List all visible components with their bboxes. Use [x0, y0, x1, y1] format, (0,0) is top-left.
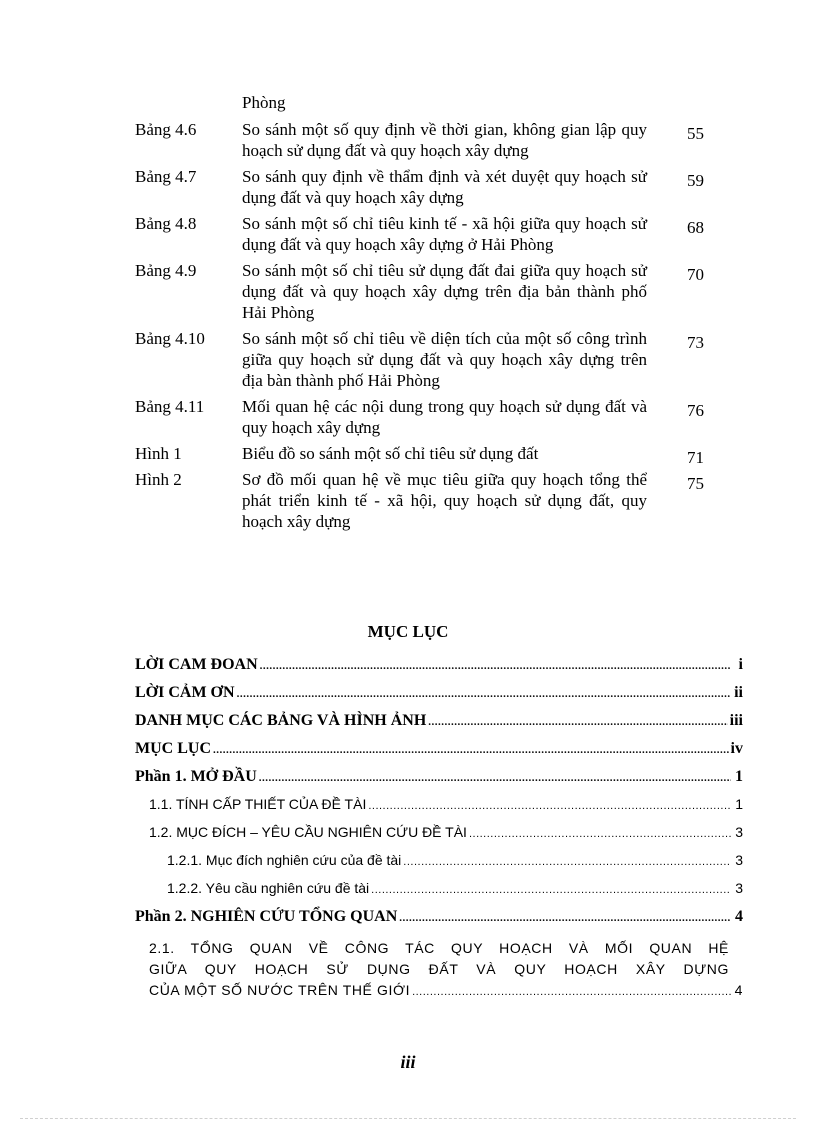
table-row: [135, 260, 735, 323]
table-page: 59: [687, 171, 704, 190]
toc-entry-page: iii: [729, 712, 743, 729]
toc-leader-dots: [403, 856, 731, 868]
table-desc: So sánh một số chỉ tiêu kinh tế - xã hội giữa quy hoạch sử dụng đất và quy hoạch xây dựng ở Hải Phòng: [242, 214, 647, 254]
toc-leader-dots: [237, 688, 731, 700]
table-row: [135, 213, 735, 255]
table-row: [135, 166, 735, 208]
toc-entry-text: 1.2.2. Yêu cầu nghiên cứu đề tài: [167, 880, 370, 896]
table-desc: So sánh một số chỉ tiêu sử dụng đất đai giữa quy hoạch sử dụng đất và quy hoạch xây dựng trên địa bản thành phố Hải Phòng: [242, 261, 647, 322]
toc-entry-page: 3: [735, 880, 743, 896]
toc-entry-page: 3: [735, 852, 743, 868]
toc-entry-line: 2.1. TỔNG QUAN VỀ CÔNG TÁC QUY HOẠCH VÀ MỐI QUAN HỆ: [149, 940, 729, 956]
toc-entry-page: 1: [735, 768, 743, 785]
figure-page: 71: [687, 448, 704, 467]
toc-entry-text: DANH MỤC CÁC BẢNG VÀ HÌNH ẢNH: [135, 712, 427, 729]
table-desc: Phòng: [242, 93, 286, 112]
toc-entry-text: Phần 1. MỞ ĐẦU: [135, 768, 257, 785]
figure-label: Hình 1: [135, 444, 182, 463]
toc-entry-text: LỜI CẢM ƠN: [135, 684, 235, 701]
toc-leader-dots: [412, 982, 731, 1003]
figure-desc: Biểu đồ so sánh một số chỉ tiêu sử dụng đất: [242, 444, 539, 463]
toc-entry[interactable]: [135, 908, 743, 936]
table-label: Bảng 4.8: [135, 214, 197, 233]
toc-entry-page: iv: [730, 740, 743, 757]
toc-entry-multiline[interactable]: [135, 938, 743, 1001]
table-desc: So sánh một số chỉ tiêu về diện tích của một số công trình giữa quy hoạch sử dụng đất và quy hoạch xây dựng trên địa bàn thành phố Hải Phòng: [242, 329, 647, 390]
toc-entry-page: 4: [734, 982, 743, 998]
toc-entry-text: 1.2. MỤC ĐÍCH – YÊU CẦU NGHIÊN CỨU ĐỀ TÀI: [149, 824, 467, 840]
toc-entry-page: ii: [734, 684, 743, 701]
toc-leader-dots: [259, 772, 731, 784]
table-label: Bảng 4.11: [135, 397, 205, 416]
toc-leader-dots: [213, 744, 729, 756]
table-row: [135, 396, 735, 438]
toc-entry-text: Phần 2. NGHIÊN CỨU TỔNG QUAN: [135, 908, 398, 925]
table-label: Bảng 4.9: [135, 261, 197, 280]
toc-entry[interactable]: [135, 880, 743, 908]
table-row: [135, 328, 735, 391]
toc-entry-text: CỦA MỘT SỐ NƯỚC TRÊN THẾ GIỚI: [149, 982, 411, 998]
table-label: Bảng 4.7: [135, 167, 197, 186]
toc-leader-dots: [371, 884, 731, 896]
toc-entry-page: 3: [735, 824, 743, 840]
toc-leader-dots: [399, 912, 731, 924]
table-desc: So sánh một số quy định về thời gian, không gian lập quy hoạch sử dụng đất và quy hoạch xây dựng: [242, 120, 647, 160]
figure-desc: Sơ đồ mối quan hệ về mục tiêu giữa quy hoạch tổng thể phát triển kinh tế - xã hội, quy hoạch sử dụng đất, quy hoạch xây dựng: [242, 470, 647, 531]
toc-entry[interactable]: [135, 684, 743, 712]
figure-label: Hình 2: [135, 470, 182, 489]
toc-leader-dots: [368, 800, 731, 812]
toc-entry[interactable]: [135, 740, 743, 768]
figure-page: 75: [687, 474, 704, 493]
toc-entry[interactable]: [135, 852, 743, 880]
toc-title: MỤC LỤC: [367, 622, 449, 641]
table-desc: So sánh quy định về thẩm định và xét duyệt quy hoạch sử dụng đất và quy hoạch xây dựng: [242, 167, 647, 207]
page-bottom-divider: [20, 1118, 796, 1119]
toc-entry-text: 1.2.1. Mục đích nghiên cứu của đề tài: [167, 852, 402, 868]
toc-entry[interactable]: [135, 768, 743, 796]
table-label: Bảng 4.10: [135, 329, 205, 348]
toc-entry-page: i: [738, 656, 743, 673]
figure-row: [135, 469, 735, 532]
figure-row: [135, 443, 735, 467]
toc-leader-dots: [469, 828, 731, 840]
table-desc: Mối quan hệ các nội dung trong quy hoạch sử dụng đất và quy hoạch xây dựng: [242, 397, 647, 437]
table-page: 70: [687, 265, 704, 284]
toc-entry-text: 1.1. TÍNH CẤP THIẾT CỦA ĐỀ TÀI: [149, 796, 367, 812]
toc-entry-page: 1: [735, 796, 743, 812]
table-page: 76: [687, 401, 704, 420]
toc-entry[interactable]: [135, 824, 743, 852]
table-page: 55: [687, 124, 704, 143]
toc-entry-line: GIỮA QUY HOẠCH SỬ DỤNG ĐẤT VÀ QUY HOẠCH XÂY DỰNG: [149, 961, 729, 977]
table-page: 68: [687, 218, 704, 237]
page-number: iii: [400, 1052, 416, 1072]
toc-entry-last-line: [149, 980, 743, 1001]
toc-entry-text: MỤC LỤC: [135, 740, 211, 757]
toc-entry-text: LỜI CAM ĐOAN: [135, 656, 258, 673]
list-of-tables: [135, 92, 735, 537]
table-page: 73: [687, 333, 704, 352]
table-of-contents: [135, 656, 743, 1001]
table-label: Bảng 4.6: [135, 120, 197, 139]
toc-entry[interactable]: [135, 656, 743, 684]
table-row: [135, 119, 735, 161]
toc-entry[interactable]: [135, 712, 743, 740]
toc-entry-page: 4: [735, 908, 743, 925]
toc-leader-dots: [428, 716, 727, 728]
toc-entry[interactable]: [135, 796, 743, 824]
toc-leader-dots: [260, 660, 731, 672]
table-row: [135, 92, 735, 113]
